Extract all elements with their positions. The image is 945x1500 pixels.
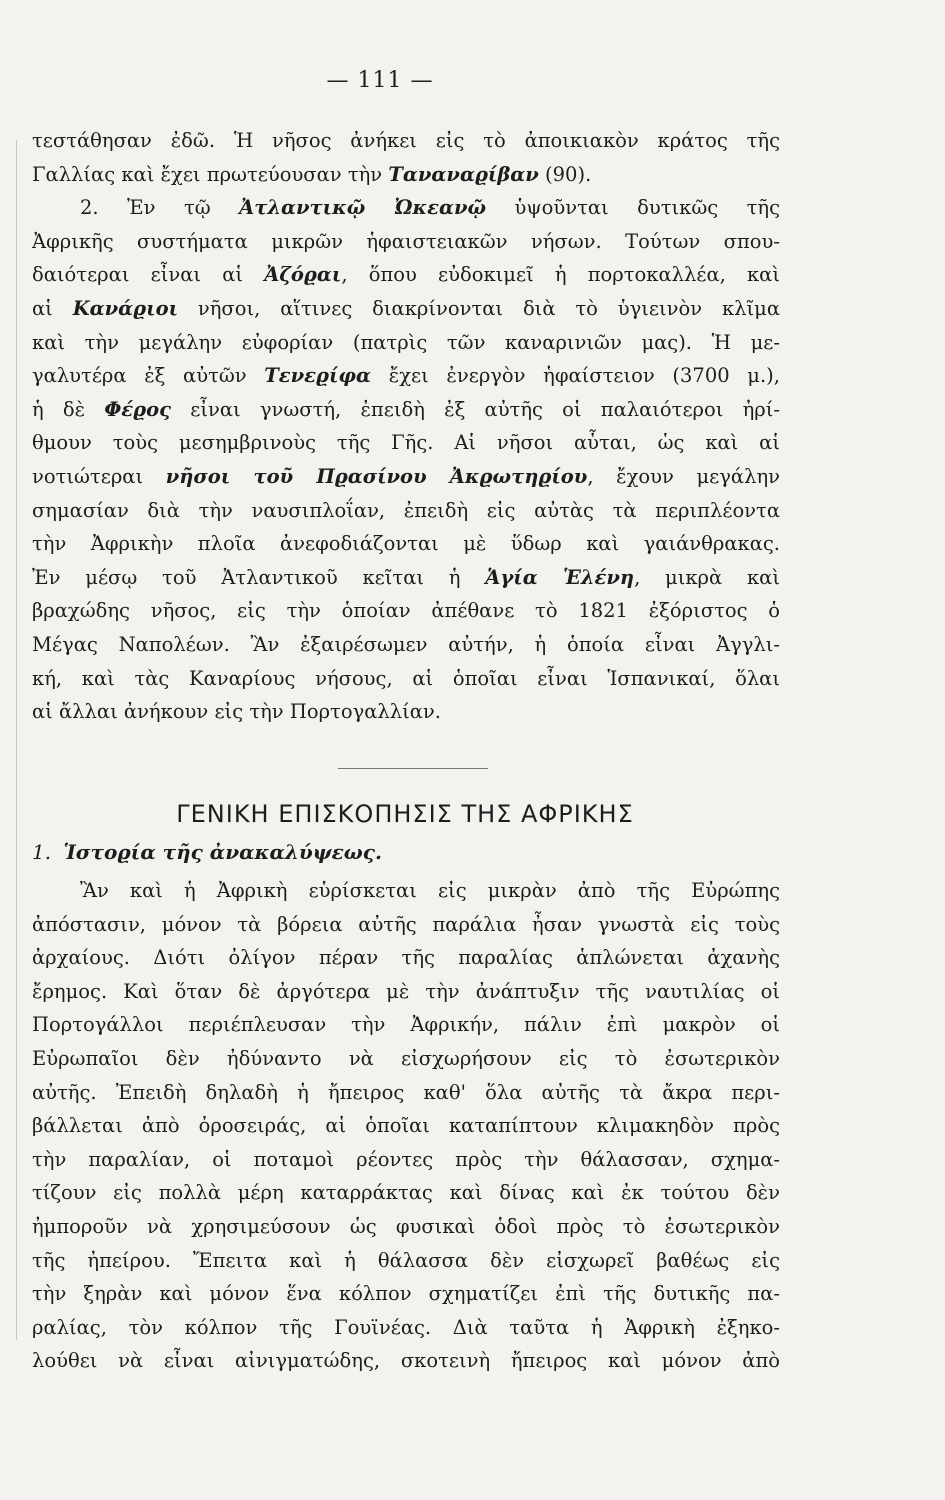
- text-run: Ἀφρικῆς συστήματα μικρῶν ἡφαιστειακῶν νήσων. Τούτων σπου-: [32, 229, 780, 253]
- emphasized-term: Τενεϱίφα: [264, 364, 372, 388]
- emphasized-term: Ἀζόϱαι: [264, 263, 342, 287]
- text-run: , ὅπου εὐδοκιμεῖ ἡ πορτοκαλλέα, καὶ: [341, 263, 780, 287]
- text-line: [32, 628, 780, 662]
- emphasized-term: Ταναναϱίβαν: [388, 162, 539, 186]
- text-line: [32, 695, 780, 729]
- text-run: Μέγας Ναπολέων. Ἂν ἐξαιρέσωμεν αὐτήν, ἡ ὁποία εἶναι Ἀγγλι-: [32, 632, 780, 656]
- text-line: [32, 1277, 780, 1311]
- text-run: γαλυτέρα ἐξ αὐτῶν: [32, 364, 265, 388]
- text-run: ἡ δὲ: [32, 397, 105, 421]
- text-run: ἔρημος. Καὶ ὅταν δὲ ἀργότερα μὲ τὴν ἀνάπτυξιν τῆς ναυτιλίας οἱ: [32, 979, 780, 1003]
- text-line: [32, 158, 780, 192]
- emphasized-term: Κανάϱιοι: [72, 296, 179, 320]
- text-line: [32, 359, 780, 393]
- text-line: [32, 975, 780, 1009]
- text-run: αἱ ἄλλαι ἀνήκουν εἰς τὴν Πορτογαλλίαν.: [32, 700, 441, 724]
- text-run: 2. Ἐν τῷ: [80, 196, 240, 220]
- paragraph-islands: [32, 124, 780, 729]
- text-run: σημασίαν διὰ τὴν ναυσιπλοΐαν, ἐπειδὴ εἰς αὐτὰς τὰ περιπλέοντα: [32, 498, 780, 522]
- text-run: Γαλλίας καὶ ἔχει πρωτεύουσαν τὴν: [32, 162, 389, 186]
- text-run: καὶ τὴν μεγάλην εὐφορίαν (πατρὶς τῶν καναρινιῶν μας). Ἡ με-: [32, 330, 780, 354]
- text-line: [32, 1109, 780, 1143]
- text-line: [32, 1311, 780, 1345]
- text-line: [32, 1076, 780, 1110]
- text-line: [32, 124, 780, 158]
- text-run: Ἐν μέσῳ τοῦ Ἀτλαντικοῦ κεῖται ἡ: [32, 565, 486, 589]
- text-line: [32, 426, 780, 460]
- text-line: [32, 874, 780, 908]
- text-line: [32, 1244, 780, 1278]
- text-run: βραχώδης νῆσος, εἰς τὴν ὁποίαν ἀπέθανε τὸ 1821 ἐξόριστος ὁ: [32, 599, 780, 623]
- text-run: Εὐρωπαῖοι δὲν ἠδύναντο νὰ εἰσχωρήσουν εἰς τὸ ἐσωτερικὸν: [32, 1046, 780, 1070]
- page-edge-shadow: [16, 140, 17, 1340]
- text-run: Πορτογάλλοι περιέπλευσαν τὴν Ἀφρικήν, πάλιν ἐπὶ μακρὸν οἱ: [32, 1013, 780, 1037]
- text-run: τίζουν εἰς πολλὰ μέρη καταρράκτας καὶ δίνας καὶ ἐκ τούτου δὲν: [32, 1181, 780, 1205]
- text-run: τῆς ἠπείρου. Ἔπειτα καὶ ἡ θάλασσα δὲν εἰσχωρεῖ βαθέως εἰς: [32, 1248, 780, 1272]
- text-run: (90).: [538, 162, 592, 186]
- text-run: ἠμποροῦν νὰ χρησιμεύσουν ὡς φυσικαὶ ὁδοὶ πρὸς τὸ ἐσωτερικὸν: [32, 1214, 780, 1238]
- text-line: [32, 527, 780, 561]
- text-run: δαιότεραι εἶναι αἱ: [32, 263, 265, 287]
- paragraph-lines: [32, 124, 780, 729]
- text-run: , ἔχουν μεγάλην: [587, 464, 780, 488]
- text-run: αὐτῆς. Ἐπειδὴ δηλαδὴ ἡ ἤπειρος καθ' ὅλα αὐτῆς τὰ ἄκρα περι-: [32, 1080, 780, 1104]
- section-title: Ἱστοϱία τῆς ἀνακαλύψεως.: [63, 840, 382, 864]
- text-run: ἔχει ἐνεργὸν ἡφαίστειον (3700 μ.),: [371, 364, 780, 388]
- text-line: [32, 662, 780, 696]
- text-run: βάλλεται ἀπὸ ὀροσειράς, αἱ ὁποῖαι καταπίπτουν κλιμακηδὸν πρὸς: [32, 1114, 780, 1138]
- text-line: [32, 561, 780, 595]
- text-line: [32, 258, 780, 292]
- text-run: ἀρχαίους. Διότι ὀλίγον πέραν τῆς παραλίας ἁπλώνεται ἀχανὴς: [32, 946, 780, 970]
- text-run: τὴν ξηρὰν καὶ μόνον ἕνα κόλπον σχηματίζει ἐπὶ τῆς δυτικῆς πα-: [32, 1282, 780, 1306]
- text-line: [32, 1143, 780, 1177]
- text-line: [32, 1344, 780, 1378]
- text-run: θμουν τοὺς μεσημβρινοὺς τῆς Γῆς. Αἱ νῆσοι αὗται, ὡς καὶ αἱ: [32, 431, 780, 455]
- text-run: λούθει νὰ εἶναι αἰνιγματώδης, σκοτεινὴ ἤπειρος καὶ μόνον ἀπὸ: [32, 1349, 780, 1373]
- text-line: [32, 292, 780, 326]
- text-run: , μικρὰ καὶ: [634, 565, 780, 589]
- section-number: 1.: [32, 840, 52, 864]
- text-line: [32, 1176, 780, 1210]
- chapter-heading: ΓΕΝΙΚΗ ΕΠΙΣΚΟΠΗΣΙΣ ΤΗΣ ΑΦΡΙΚΗΣ: [176, 800, 634, 828]
- section-divider: [338, 768, 488, 769]
- text-run: τὴν παραλίαν, οἱ ποταμοὶ ρέοντες πρὸς τὴν θάλασσαν, σχημα-: [32, 1147, 780, 1171]
- paragraph-lines: [32, 874, 780, 1378]
- text-line: [32, 1210, 780, 1244]
- text-line: [32, 393, 780, 427]
- text-run: αἱ: [32, 296, 73, 320]
- text-line: [32, 225, 780, 259]
- text-run: εἶναι γνωστή, ἐπειδὴ ἐξ αὐτῆς οἱ παλαιότεροι ἠρί-: [171, 397, 780, 421]
- text-run: νοτιώτεραι: [32, 464, 166, 488]
- page-number: — 111 —: [326, 68, 434, 93]
- emphasized-term: Ἁγία Ἑλένη: [485, 565, 635, 589]
- text-line: [32, 908, 780, 942]
- text-run: τεστάθησαν ἐδῶ. Ἡ νῆσος ἀνήκει εἰς τὸ ἀποικιακὸν κράτος τῆς: [32, 129, 780, 152]
- text-run: ἀπόστασιν, μόνον τὰ βόρεια αὐτῆς παράλια ἦσαν γνωστὰ εἰς τοὺς: [32, 912, 780, 936]
- emphasized-term: Ἀτλαντικῷ Ὠκεανῷ: [239, 196, 487, 220]
- emphasized-term: νῆσοι τοῦ Πϱασίνου Ἀκϱωτηϱίου: [165, 464, 588, 488]
- text-line: [32, 326, 780, 360]
- text-line: [32, 460, 780, 494]
- text-line: [32, 191, 780, 225]
- text-run: τὴν Ἀφρικὴν πλοῖα ἀνεφοδιάζονται μὲ ὕδωρ καὶ γαιάνθρακας.: [32, 532, 780, 556]
- text-run: Ἂν καὶ ἡ Ἀφρικὴ εὑρίσκεται εἰς μικρὰν ἀπὸ τῆς Εὐρώπης: [80, 879, 780, 902]
- text-line: [32, 941, 780, 975]
- text-run: ὑψοῦνται δυτικῶς τῆς: [486, 196, 780, 220]
- paragraph-discovery-history: [32, 874, 780, 1378]
- text-run: κή, καὶ τὰς Καναρίους νήσους, αἱ ὁποῖαι εἶναι Ἱσπανικαί, ὅλαι: [32, 666, 780, 690]
- section-subheading: [32, 840, 382, 864]
- text-line: [32, 494, 780, 528]
- emphasized-term: Φέϱος: [104, 397, 172, 421]
- text-line: [32, 1008, 780, 1042]
- text-run: νῆσοι, αἵτινες διακρίνονται διὰ τὸ ὑγιεινὸν κλῖμα: [178, 296, 780, 320]
- text-line: [32, 594, 780, 628]
- text-line: [32, 1042, 780, 1076]
- text-run: ραλίας, τὸν κόλπον τῆς Γουϊνέας. Διὰ ταῦτα ἡ Ἀφρικὴ ἐξηκο-: [32, 1315, 780, 1339]
